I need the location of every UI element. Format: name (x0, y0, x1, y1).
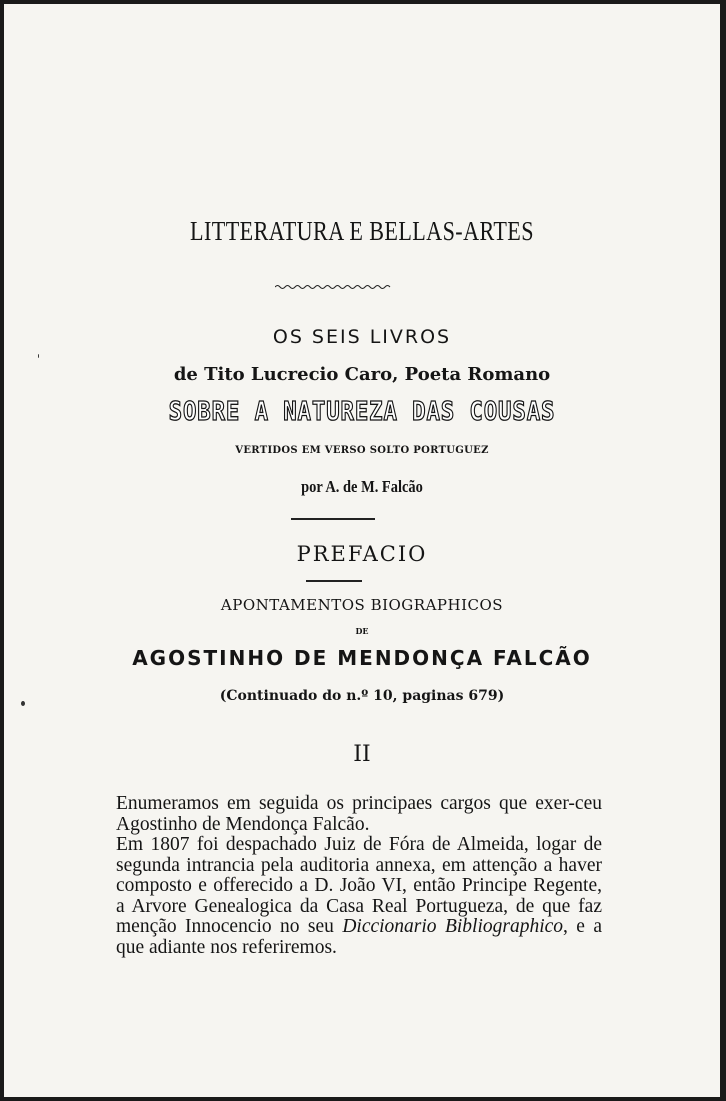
paragraph (116, 794, 602, 835)
work-translator: por A. de M. Falcão (301, 477, 423, 496)
work-subject-title: SOBRE A NATUREZA DAS COUSAS (168, 397, 556, 427)
divider-rule (306, 580, 362, 582)
preface-notes-heading: APONTAMENTOS BIOGRAPHICOS (220, 596, 504, 614)
chapter-numeral: II (353, 742, 371, 767)
section-title: LITTERATURA E BELLAS-ARTES (190, 216, 534, 246)
preface-de: DE (355, 626, 369, 636)
work-author-line: de Tito Lucrecio Caro, Poeta Romano (173, 364, 551, 385)
wavy-ornament (275, 283, 393, 291)
work-books-heading: OS SEIS LIVROS (272, 326, 452, 348)
paragraph (116, 835, 602, 958)
ink-speck (38, 354, 39, 358)
document-page (4, 4, 720, 1097)
preface-subject-name: AGOSTINHO DE MENDONÇA FALCÃO (132, 646, 592, 670)
body-text (116, 794, 602, 958)
paragraph-1-text: Enumeramos em seguida os principaes cargos que exer-ceu Agostinho de Mendonça Falcão. (116, 793, 602, 835)
paragraph-2-italic: Diccionario Bibliographico (342, 916, 564, 937)
work-verse-note: VERTIDOS EM VERSO SOLTO PORTUGUEZ (235, 445, 489, 456)
ink-speck (21, 701, 25, 706)
preface-title: PREFACIO (296, 542, 428, 566)
preface-continued-note: (Continuado do n.º 10, paginas 679) (219, 688, 505, 704)
paragraph-2-end: , e a que adiante nos referiremos. (116, 916, 602, 958)
divider-rule (291, 518, 375, 520)
paragraph-2-start: Em 1807 foi despachado Juiz de Fóra de Almeida, logar de segunda intrancia pela auditoria annexa, em attenção a haver composto e offerecido a D. João VI, então Principe Regente, a Arvore Genealogica da Casa Real Portugueza, de que faz menção Innocencio no seu (116, 834, 602, 937)
